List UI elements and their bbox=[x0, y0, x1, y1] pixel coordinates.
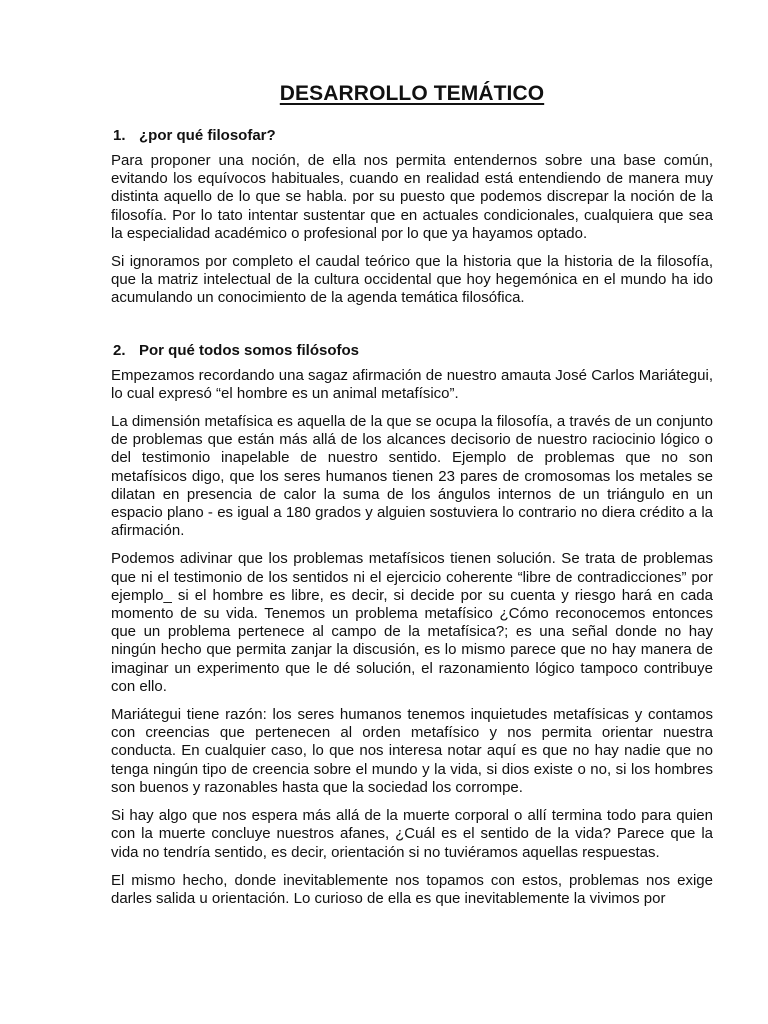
paragraph: Empezamos recordando una sagaz afirmación de nuestro amauta José Carlos Mariátegui, lo cual expresó “el hombre es un animal metafísico”. bbox=[111, 366, 713, 402]
paragraph: Si ignoramos por completo el caudal teórico que la historia que la historia de la filosofía, que la matriz intelectual de la cultura occidental que hoy hegemónica en el mundo ha ido acumulando un conocimiento de la agenda temática filosófica. bbox=[111, 253, 713, 307]
paragraph: Para proponer una noción, de ella nos permita entendernos sobre una base común, evitando los equívocos habituales, cuando en realidad está entendiendo de manera muy distinta aquello de lo que se habla. por su puesto que podemos discrepar la noción de la filosofía. Por lo tato intentar sustentar que en actuales condicionales, cualquiera que sea la especialidad académico o profesional por lo que ya hayamos optado. bbox=[111, 152, 713, 242]
section-2-number: 2. bbox=[113, 341, 126, 359]
section-spacer bbox=[111, 318, 713, 342]
document-page bbox=[111, 82, 713, 918]
paragraph: La dimensión metafísica es aquella de la que se ocupa la filosofía, a través de un conjunto de problemas que están más allá de los alcances decisorio de nuestro raciocinio lógico o del testimonio inapelable de nuestro sentido. Ejemplo de problemas que no son metafísicos digo, que los seres humanos tienen 23 pares de cromosomas los metales se dilatan en presencia de calor la suma de los ángulos internos de un triángulo en un espacio plano - es igual a 180 grados y alguien sostuviera lo contrario no diera crédito a la afirmación. bbox=[111, 413, 713, 540]
paragraph: El mismo hecho, donde inevitablemente nos topamos con estos, problemas nos exige darles salida u orientación. Lo curioso de ella es que inevitablemente la vivimos por bbox=[111, 871, 713, 907]
section-1-title: ¿por qué filosofar? bbox=[139, 127, 276, 144]
section-1-number: 1. bbox=[113, 127, 126, 144]
document-title: DESARROLLO TEMÁTICO bbox=[279, 82, 545, 105]
section-1-heading bbox=[113, 127, 713, 144]
section-2-title: Por qué todos somos filósofos bbox=[139, 341, 360, 359]
section-2-heading bbox=[113, 342, 713, 359]
paragraph: Si hay algo que nos espera más allá de la muerte corporal o allí termina todo para quien con la muerte concluye nuestros afanes, ¿Cuál es el sentido de la vida? Parece que la vida no tendría sentido, es decir, orientación si no tuviéramos aquellas respuestas. bbox=[111, 807, 713, 861]
paragraph: Mariátegui tiene razón: los seres humanos tenemos inquietudes metafísicas y contamos con creencias que pertenecen al orden metafísico y nos permita orientar nuestra conducta. En cualquier caso, lo que nos interesa notar aquí es que no hay nadie que no tenga ningún tipo de creencia sobre el mundo y la vida, si dios existe o no, si los hombres son buenos y razonables hasta que la sociedad los corrompe. bbox=[111, 706, 713, 796]
paragraph: Podemos adivinar que los problemas metafísicos tienen solución. Se trata de problemas que ni el testimonio de los sentidos ni el ejercicio coherente “libre de contradicciones” por ejemplo_ si el hombre es libre, es decir, si decide por su cuenta y riesgo hará en cada momento de su vida. Tenemos un problema metafísico ¿Cómo reconocemos entonces que un problema pertenece al campo de la metafísica?; es una señal donde no hay ningún hecho que permita zanjar la discusión, es lo mismo parece que no hay manera de imaginar un experimento que le dé solución, el razonamiento lógico tampoco contribuye con ello. bbox=[111, 550, 713, 695]
